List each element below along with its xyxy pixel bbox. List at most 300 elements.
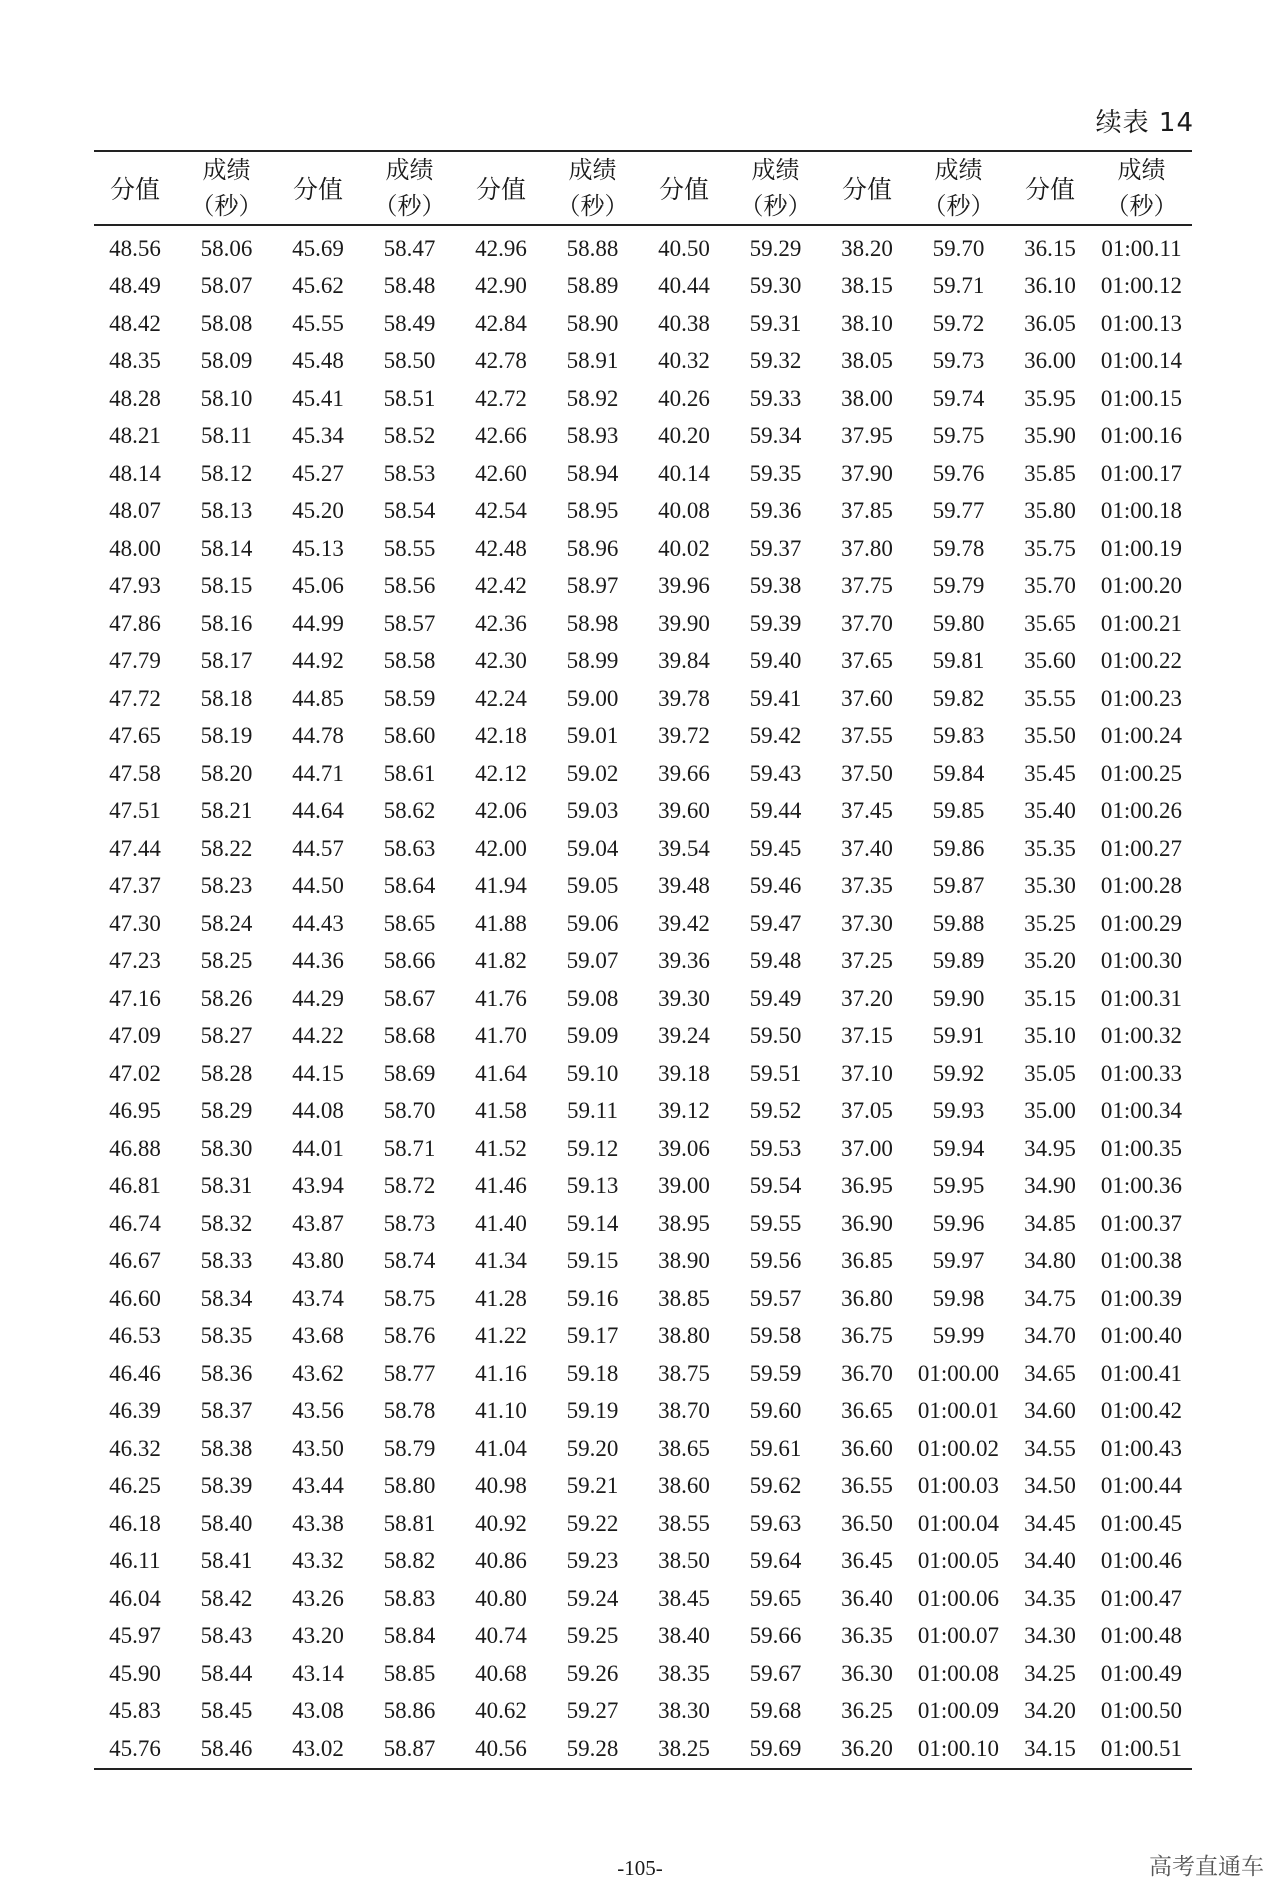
result-cell: 59.52 <box>749 1098 802 1124</box>
score-cell: 46.11 <box>109 1548 161 1574</box>
score-cell: 40.98 <box>475 1473 527 1499</box>
result-cell: 01:00.06 <box>917 1585 1000 1611</box>
header-result-unit: （秒） <box>1105 192 1178 220</box>
result-cell: 59.82 <box>932 685 985 711</box>
score-cell: 36.45 <box>841 1548 893 1574</box>
score-cell: 34.80 <box>1024 1248 1076 1274</box>
table-row <box>94 530 1192 568</box>
score-cell: 35.90 <box>1024 423 1076 449</box>
score-cell: 44.01 <box>292 1135 344 1161</box>
table-row <box>94 1055 1192 1093</box>
score-cell: 41.70 <box>475 1023 527 1049</box>
result-cell: 01:00.36 <box>1100 1173 1183 1199</box>
result-cell: 59.23 <box>566 1548 619 1574</box>
table-row <box>94 1693 1192 1731</box>
score-cell: 44.22 <box>292 1023 344 1049</box>
result-cell: 59.13 <box>566 1173 619 1199</box>
score-cell: 35.05 <box>1024 1060 1076 1086</box>
score-cell: 35.80 <box>1024 498 1076 524</box>
score-cell: 48.00 <box>109 535 161 561</box>
result-cell: 59.69 <box>749 1735 802 1761</box>
result-cell: 59.96 <box>932 1210 985 1236</box>
score-cell: 42.00 <box>475 835 527 861</box>
result-cell: 58.60 <box>383 723 436 749</box>
result-cell: 01:00.47 <box>1100 1585 1183 1611</box>
score-cell: 37.30 <box>841 910 893 936</box>
score-cell: 43.62 <box>292 1360 344 1386</box>
table-row <box>94 1280 1192 1318</box>
result-cell: 58.43 <box>200 1623 253 1649</box>
result-cell: 01:00.39 <box>1100 1285 1183 1311</box>
score-cell: 36.20 <box>841 1735 893 1761</box>
header-result <box>542 151 643 225</box>
result-cell: 59.34 <box>749 423 802 449</box>
score-cell: 44.78 <box>292 723 344 749</box>
result-cell: 58.61 <box>383 760 436 786</box>
header-result <box>359 151 460 225</box>
score-cell: 34.25 <box>1024 1660 1076 1686</box>
result-cell: 58.64 <box>383 873 436 899</box>
score-cell: 40.80 <box>475 1585 527 1611</box>
result-cell: 59.02 <box>566 760 619 786</box>
result-cell: 01:00.21 <box>1100 610 1183 636</box>
table-row <box>94 943 1192 981</box>
score-cell: 37.20 <box>841 985 893 1011</box>
result-cell: 59.84 <box>932 760 985 786</box>
table-row <box>94 1430 1192 1468</box>
score-cell: 34.65 <box>1024 1360 1076 1386</box>
score-cell: 34.95 <box>1024 1135 1076 1161</box>
table-row <box>94 225 1192 268</box>
result-cell: 58.29 <box>200 1098 253 1124</box>
table-row <box>94 455 1192 493</box>
score-cell: 41.76 <box>475 985 527 1011</box>
score-cell: 39.30 <box>658 985 710 1011</box>
score-cell: 42.84 <box>475 310 527 336</box>
result-cell: 58.62 <box>383 798 436 824</box>
table-row <box>94 1018 1192 1056</box>
score-cell: 45.62 <box>292 273 344 299</box>
result-cell: 59.65 <box>749 1585 802 1611</box>
score-cell: 35.65 <box>1024 610 1076 636</box>
score-cell: 36.05 <box>1024 310 1076 336</box>
score-cell: 37.70 <box>841 610 893 636</box>
result-cell: 58.87 <box>383 1735 436 1761</box>
result-cell: 01:00.16 <box>1100 423 1183 449</box>
result-cell: 59.30 <box>749 273 802 299</box>
score-cell: 44.50 <box>292 873 344 899</box>
score-cell: 37.25 <box>841 948 893 974</box>
result-cell: 58.31 <box>200 1173 253 1199</box>
result-cell: 58.65 <box>383 910 436 936</box>
table-row <box>94 1243 1192 1281</box>
result-cell: 58.57 <box>383 610 436 636</box>
score-cell: 38.75 <box>658 1360 710 1386</box>
table-row <box>94 493 1192 531</box>
score-cell: 48.35 <box>109 348 161 374</box>
result-cell: 58.44 <box>200 1660 253 1686</box>
header-result-label: 成绩 <box>385 156 434 184</box>
score-cell: 47.72 <box>109 685 161 711</box>
score-cell: 42.72 <box>475 385 527 411</box>
score-cell: 37.40 <box>841 835 893 861</box>
result-cell: 58.85 <box>383 1660 436 1686</box>
score-cell: 35.25 <box>1024 910 1076 936</box>
page-number: -105- <box>617 1856 663 1880</box>
score-cell: 36.50 <box>841 1510 893 1536</box>
table-row <box>94 905 1192 943</box>
score-cell: 34.15 <box>1024 1735 1076 1761</box>
result-cell: 58.32 <box>200 1210 253 1236</box>
score-cell: 35.20 <box>1024 948 1076 974</box>
result-cell: 58.75 <box>383 1285 436 1311</box>
score-cell: 45.13 <box>292 535 344 561</box>
result-cell: 59.94 <box>932 1135 985 1161</box>
score-cell: 42.18 <box>475 723 527 749</box>
score-cell: 45.34 <box>292 423 344 449</box>
table-row <box>94 305 1192 343</box>
result-cell: 59.88 <box>932 910 985 936</box>
score-cell: 37.75 <box>841 573 893 599</box>
score-cell: 36.80 <box>841 1285 893 1311</box>
score-cell: 39.72 <box>658 723 710 749</box>
score-cell: 45.41 <box>292 385 344 411</box>
score-cell: 40.92 <box>475 1510 527 1536</box>
result-cell: 01:00.22 <box>1100 648 1183 674</box>
score-cell: 43.32 <box>292 1548 344 1574</box>
score-cell: 40.68 <box>475 1660 527 1686</box>
result-cell: 58.40 <box>200 1510 253 1536</box>
score-cell: 38.30 <box>658 1698 710 1724</box>
score-cell: 38.40 <box>658 1623 710 1649</box>
score-cell: 42.54 <box>475 498 527 524</box>
result-cell: 59.99 <box>932 1323 985 1349</box>
score-cell: 38.70 <box>658 1398 710 1424</box>
table-row <box>94 1618 1192 1656</box>
table-row <box>94 1130 1192 1168</box>
result-cell: 59.80 <box>932 610 985 636</box>
score-cell: 37.10 <box>841 1060 893 1086</box>
result-cell: 59.04 <box>566 835 619 861</box>
result-cell: 01:00.45 <box>1100 1510 1183 1536</box>
result-cell: 59.87 <box>932 873 985 899</box>
result-cell: 59.21 <box>566 1473 619 1499</box>
result-cell: 59.16 <box>566 1285 619 1311</box>
result-cell: 01:00.12 <box>1100 273 1183 299</box>
result-cell: 58.84 <box>383 1623 436 1649</box>
score-cell: 37.60 <box>841 685 893 711</box>
result-cell: 01:00.51 <box>1100 1735 1183 1761</box>
score-cell: 37.35 <box>841 873 893 899</box>
score-cell: 41.88 <box>475 910 527 936</box>
result-cell: 58.71 <box>383 1135 436 1161</box>
score-cell: 36.75 <box>841 1323 893 1349</box>
score-cell: 34.90 <box>1024 1173 1076 1199</box>
score-cell: 41.52 <box>475 1135 527 1161</box>
result-cell: 59.54 <box>749 1173 802 1199</box>
result-cell: 01:00.26 <box>1100 798 1183 824</box>
result-cell: 01:00.03 <box>917 1473 1000 1499</box>
result-cell: 58.39 <box>200 1473 253 1499</box>
result-cell: 59.43 <box>749 760 802 786</box>
score-cell: 41.64 <box>475 1060 527 1086</box>
header-result-unit: （秒） <box>556 192 629 220</box>
score-cell: 43.02 <box>292 1735 344 1761</box>
result-cell: 01:00.07 <box>917 1623 1000 1649</box>
score-cell: 39.84 <box>658 648 710 674</box>
score-cell: 36.30 <box>841 1660 893 1686</box>
result-cell: 58.96 <box>566 535 619 561</box>
score-cell: 38.00 <box>841 385 893 411</box>
result-cell: 59.44 <box>749 798 802 824</box>
result-cell: 59.67 <box>749 1660 802 1686</box>
result-cell: 59.93 <box>932 1098 985 1124</box>
table-row <box>94 1730 1192 1769</box>
score-cell: 45.83 <box>109 1698 161 1724</box>
score-cell: 45.90 <box>109 1660 161 1686</box>
result-cell: 01:00.27 <box>1100 835 1183 861</box>
result-cell: 01:00.48 <box>1100 1623 1183 1649</box>
score-cell: 44.71 <box>292 760 344 786</box>
score-cell: 44.15 <box>292 1060 344 1086</box>
score-cell: 44.92 <box>292 648 344 674</box>
result-cell: 59.86 <box>932 835 985 861</box>
result-cell: 59.25 <box>566 1623 619 1649</box>
table-row <box>94 343 1192 381</box>
result-cell: 58.51 <box>383 385 436 411</box>
score-cell: 40.20 <box>658 423 710 449</box>
score-cell: 38.20 <box>841 235 893 261</box>
header-row <box>94 151 1192 225</box>
score-cell: 39.18 <box>658 1060 710 1086</box>
score-cell: 47.58 <box>109 760 161 786</box>
result-cell: 59.45 <box>749 835 802 861</box>
score-cell: 37.15 <box>841 1023 893 1049</box>
result-cell: 59.20 <box>566 1435 619 1461</box>
result-cell: 58.36 <box>200 1360 253 1386</box>
score-cell: 34.70 <box>1024 1323 1076 1349</box>
result-cell: 59.89 <box>932 948 985 974</box>
result-cell: 01:00.10 <box>917 1735 1000 1761</box>
score-cell: 39.90 <box>658 610 710 636</box>
score-cell: 36.90 <box>841 1210 893 1236</box>
score-cell: 44.57 <box>292 835 344 861</box>
result-cell: 59.55 <box>749 1210 802 1236</box>
score-cell: 47.30 <box>109 910 161 936</box>
result-cell: 58.09 <box>200 348 253 374</box>
result-cell: 58.48 <box>383 273 436 299</box>
score-cell: 44.36 <box>292 948 344 974</box>
score-cell: 47.44 <box>109 835 161 861</box>
score-cell: 47.79 <box>109 648 161 674</box>
result-cell: 59.42 <box>749 723 802 749</box>
score-cell: 38.55 <box>658 1510 710 1536</box>
score-cell: 45.27 <box>292 460 344 486</box>
result-cell: 59.85 <box>932 798 985 824</box>
header-result <box>176 151 277 225</box>
score-cell: 40.50 <box>658 235 710 261</box>
score-cell: 35.45 <box>1024 760 1076 786</box>
score-cell: 36.35 <box>841 1623 893 1649</box>
result-cell: 58.55 <box>383 535 436 561</box>
score-cell: 43.20 <box>292 1623 344 1649</box>
score-cell: 39.78 <box>658 685 710 711</box>
result-cell: 59.97 <box>932 1248 985 1274</box>
score-cell: 46.81 <box>109 1173 161 1199</box>
table-row <box>94 1393 1192 1431</box>
header-score: 分值 <box>94 151 176 225</box>
header-score: 分值 <box>460 151 542 225</box>
score-cell: 35.15 <box>1024 985 1076 1011</box>
score-cell: 39.42 <box>658 910 710 936</box>
score-cell: 35.40 <box>1024 798 1076 824</box>
result-cell: 58.56 <box>383 573 436 599</box>
score-cell: 37.80 <box>841 535 893 561</box>
score-cell: 41.10 <box>475 1398 527 1424</box>
score-cell: 37.65 <box>841 648 893 674</box>
score-cell: 43.14 <box>292 1660 344 1686</box>
score-cell: 41.40 <box>475 1210 527 1236</box>
score-cell: 34.20 <box>1024 1698 1076 1724</box>
score-cell: 38.15 <box>841 273 893 299</box>
result-cell: 59.71 <box>932 273 985 299</box>
result-cell: 01:00.19 <box>1100 535 1183 561</box>
score-cell: 48.42 <box>109 310 161 336</box>
score-cell: 42.06 <box>475 798 527 824</box>
table-row <box>94 680 1192 718</box>
score-cell: 48.14 <box>109 460 161 486</box>
result-cell: 58.80 <box>383 1473 436 1499</box>
result-cell: 59.17 <box>566 1323 619 1349</box>
score-cell: 39.54 <box>658 835 710 861</box>
score-cell: 39.06 <box>658 1135 710 1161</box>
score-cell: 35.70 <box>1024 573 1076 599</box>
result-cell: 59.98 <box>932 1285 985 1311</box>
score-cell: 46.32 <box>109 1435 161 1461</box>
score-cell: 46.95 <box>109 1098 161 1124</box>
score-cell: 46.46 <box>109 1360 161 1386</box>
score-cell: 46.18 <box>109 1510 161 1536</box>
table-row <box>94 830 1192 868</box>
result-cell: 59.92 <box>932 1060 985 1086</box>
score-cell: 38.95 <box>658 1210 710 1236</box>
score-cell: 43.87 <box>292 1210 344 1236</box>
score-cell: 36.65 <box>841 1398 893 1424</box>
result-cell: 58.72 <box>383 1173 436 1199</box>
result-cell: 58.21 <box>200 798 253 824</box>
score-cell: 47.93 <box>109 573 161 599</box>
score-cell: 39.66 <box>658 760 710 786</box>
table-row <box>94 868 1192 906</box>
result-cell: 58.81 <box>383 1510 436 1536</box>
score-cell: 35.50 <box>1024 723 1076 749</box>
score-cell: 38.85 <box>658 1285 710 1311</box>
result-cell: 58.35 <box>200 1323 253 1349</box>
score-cell: 44.64 <box>292 798 344 824</box>
result-cell: 58.17 <box>200 648 253 674</box>
result-cell: 01:00.50 <box>1100 1698 1183 1724</box>
score-cell: 38.45 <box>658 1585 710 1611</box>
result-cell: 59.35 <box>749 460 802 486</box>
result-cell: 59.77 <box>932 498 985 524</box>
header-result-label: 成绩 <box>751 156 800 184</box>
result-cell: 01:00.24 <box>1100 723 1183 749</box>
result-cell: 59.40 <box>749 648 802 674</box>
result-cell: 59.79 <box>932 573 985 599</box>
result-cell: 01:00.08 <box>917 1660 1000 1686</box>
header-result-label: 成绩 <box>568 156 617 184</box>
score-cell: 35.85 <box>1024 460 1076 486</box>
result-cell: 59.74 <box>932 385 985 411</box>
score-cell: 35.55 <box>1024 685 1076 711</box>
score-cell: 45.55 <box>292 310 344 336</box>
score-cell: 41.94 <box>475 873 527 899</box>
result-cell: 01:00.43 <box>1100 1435 1183 1461</box>
score-cell: 46.88 <box>109 1135 161 1161</box>
score-cell: 39.96 <box>658 573 710 599</box>
score-cell: 45.06 <box>292 573 344 599</box>
result-cell: 59.12 <box>566 1135 619 1161</box>
result-cell: 59.07 <box>566 948 619 974</box>
header-result <box>908 151 1009 225</box>
result-cell: 59.51 <box>749 1060 802 1086</box>
watermark: 高考直通车 <box>1149 1854 1264 1880</box>
result-cell: 01:00.05 <box>917 1548 1000 1574</box>
result-cell: 01:00.33 <box>1100 1060 1183 1086</box>
score-cell: 46.04 <box>109 1585 161 1611</box>
result-cell: 59.75 <box>932 423 985 449</box>
score-cell: 45.76 <box>109 1735 161 1761</box>
score-cell: 34.40 <box>1024 1548 1076 1574</box>
score-cell: 46.25 <box>109 1473 161 1499</box>
result-cell: 59.70 <box>932 235 985 261</box>
score-cell: 44.99 <box>292 610 344 636</box>
result-cell: 59.24 <box>566 1585 619 1611</box>
score-cell: 48.28 <box>109 385 161 411</box>
result-cell: 59.57 <box>749 1285 802 1311</box>
result-cell: 58.28 <box>200 1060 253 1086</box>
result-cell: 59.19 <box>566 1398 619 1424</box>
result-cell: 58.98 <box>566 610 619 636</box>
result-cell: 58.83 <box>383 1585 436 1611</box>
score-cell: 41.04 <box>475 1435 527 1461</box>
result-cell: 59.95 <box>932 1173 985 1199</box>
result-cell: 59.46 <box>749 873 802 899</box>
table-row <box>94 1468 1192 1506</box>
result-cell: 59.62 <box>749 1473 802 1499</box>
score-cell: 34.45 <box>1024 1510 1076 1536</box>
result-cell: 58.38 <box>200 1435 253 1461</box>
result-cell: 01:00.38 <box>1100 1248 1183 1274</box>
result-cell: 58.12 <box>200 460 253 486</box>
score-cell: 34.35 <box>1024 1585 1076 1611</box>
table-row <box>94 718 1192 756</box>
result-cell: 58.11 <box>201 423 252 449</box>
score-cell: 39.00 <box>658 1173 710 1199</box>
score-cell: 40.32 <box>658 348 710 374</box>
score-cell: 42.96 <box>475 235 527 261</box>
score-cell: 34.30 <box>1024 1623 1076 1649</box>
result-cell: 58.93 <box>566 423 619 449</box>
score-cell: 37.90 <box>841 460 893 486</box>
table-row <box>94 793 1192 831</box>
score-cell: 47.23 <box>109 948 161 974</box>
score-cell: 42.12 <box>475 760 527 786</box>
result-cell: 01:00.18 <box>1100 498 1183 524</box>
result-cell: 01:00.02 <box>917 1435 1000 1461</box>
table-row <box>94 1205 1192 1243</box>
score-cell: 43.26 <box>292 1585 344 1611</box>
